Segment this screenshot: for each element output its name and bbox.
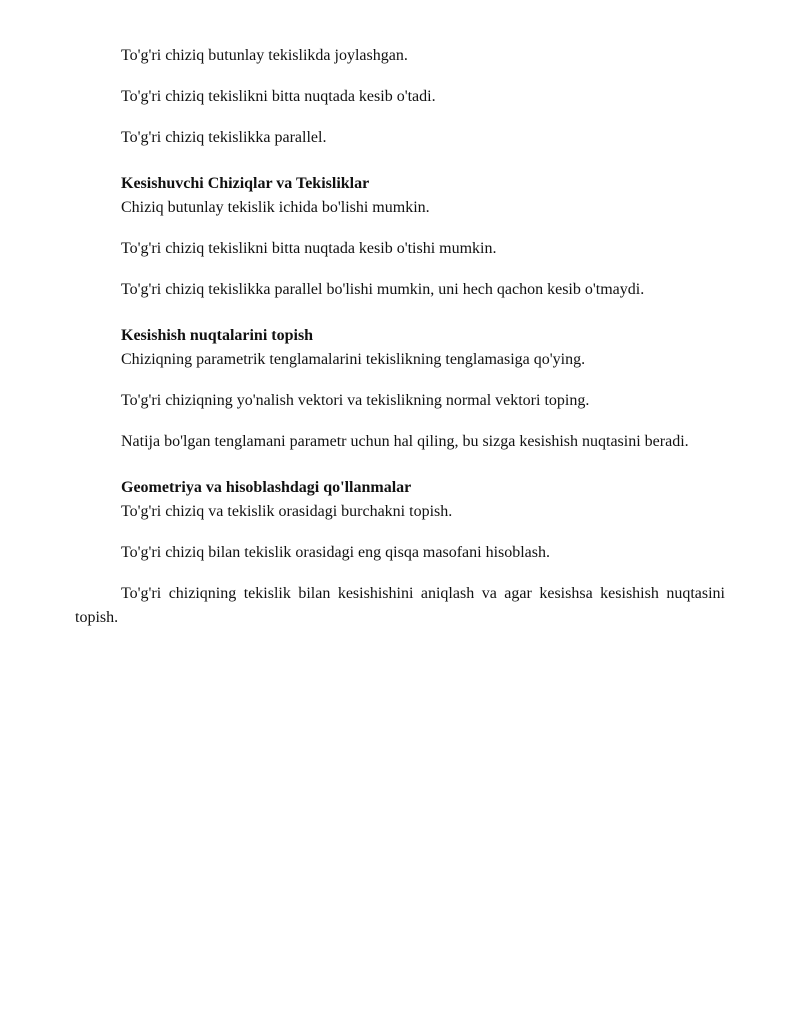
section-applications <box>75 476 725 630</box>
paragraph: Natija bo'lgan tenglamani parametr uchun hal qiling, bu sizga kesishish nuqtasini beradi. <box>121 433 689 450</box>
section-finding-intersections <box>75 324 725 454</box>
paragraph: To'g'ri chiziq tekislikni bitta nuqtada kesib o'tishi mumkin. <box>121 240 497 257</box>
section-intro <box>75 44 725 150</box>
section-heading: Kesishuvchi Chiziqlar va Tekisliklar <box>121 175 370 192</box>
section-heading: Kesishish nuqtalarini topish <box>121 327 314 344</box>
paragraph: To'g'ri chiziq butunlay tekislikda joylashgan. <box>121 47 408 64</box>
paragraph: To'g'ri chiziq va tekislik orasidagi burchakni topish. <box>121 503 453 520</box>
paragraph: To'g'ri chiziqning tekislik bilan kesishishini aniqlash va agar kesishsa kesishish nuqtasini topish. <box>75 585 725 626</box>
paragraph: To'g'ri chiziq tekislikni bitta nuqtada kesib o'tadi. <box>121 88 436 105</box>
paragraph: To'g'ri chiziqning yo'nalish vektori va tekislikning normal vektori toping. <box>121 392 590 409</box>
section-heading: Geometriya va hisoblashdagi qo'llanmalar <box>121 479 412 496</box>
paragraph: To'g'ri chiziq tekislikka parallel. <box>121 129 327 146</box>
document-body <box>75 44 725 647</box>
paragraph: To'g'ri chiziq tekislikka parallel bo'lishi mumkin, uni hech qachon kesib o'tmaydi. <box>121 281 645 298</box>
section-intersecting-lines <box>75 172 725 302</box>
paragraph: To'g'ri chiziq bilan tekislik orasidagi eng qisqa masofani hisoblash. <box>121 544 551 561</box>
paragraph: Chiziq butunlay tekislik ichida bo'lishi mumkin. <box>121 199 430 216</box>
paragraph: Chiziqning parametrik tenglamalarini tekislikning tenglamasiga qo'ying. <box>121 351 586 368</box>
